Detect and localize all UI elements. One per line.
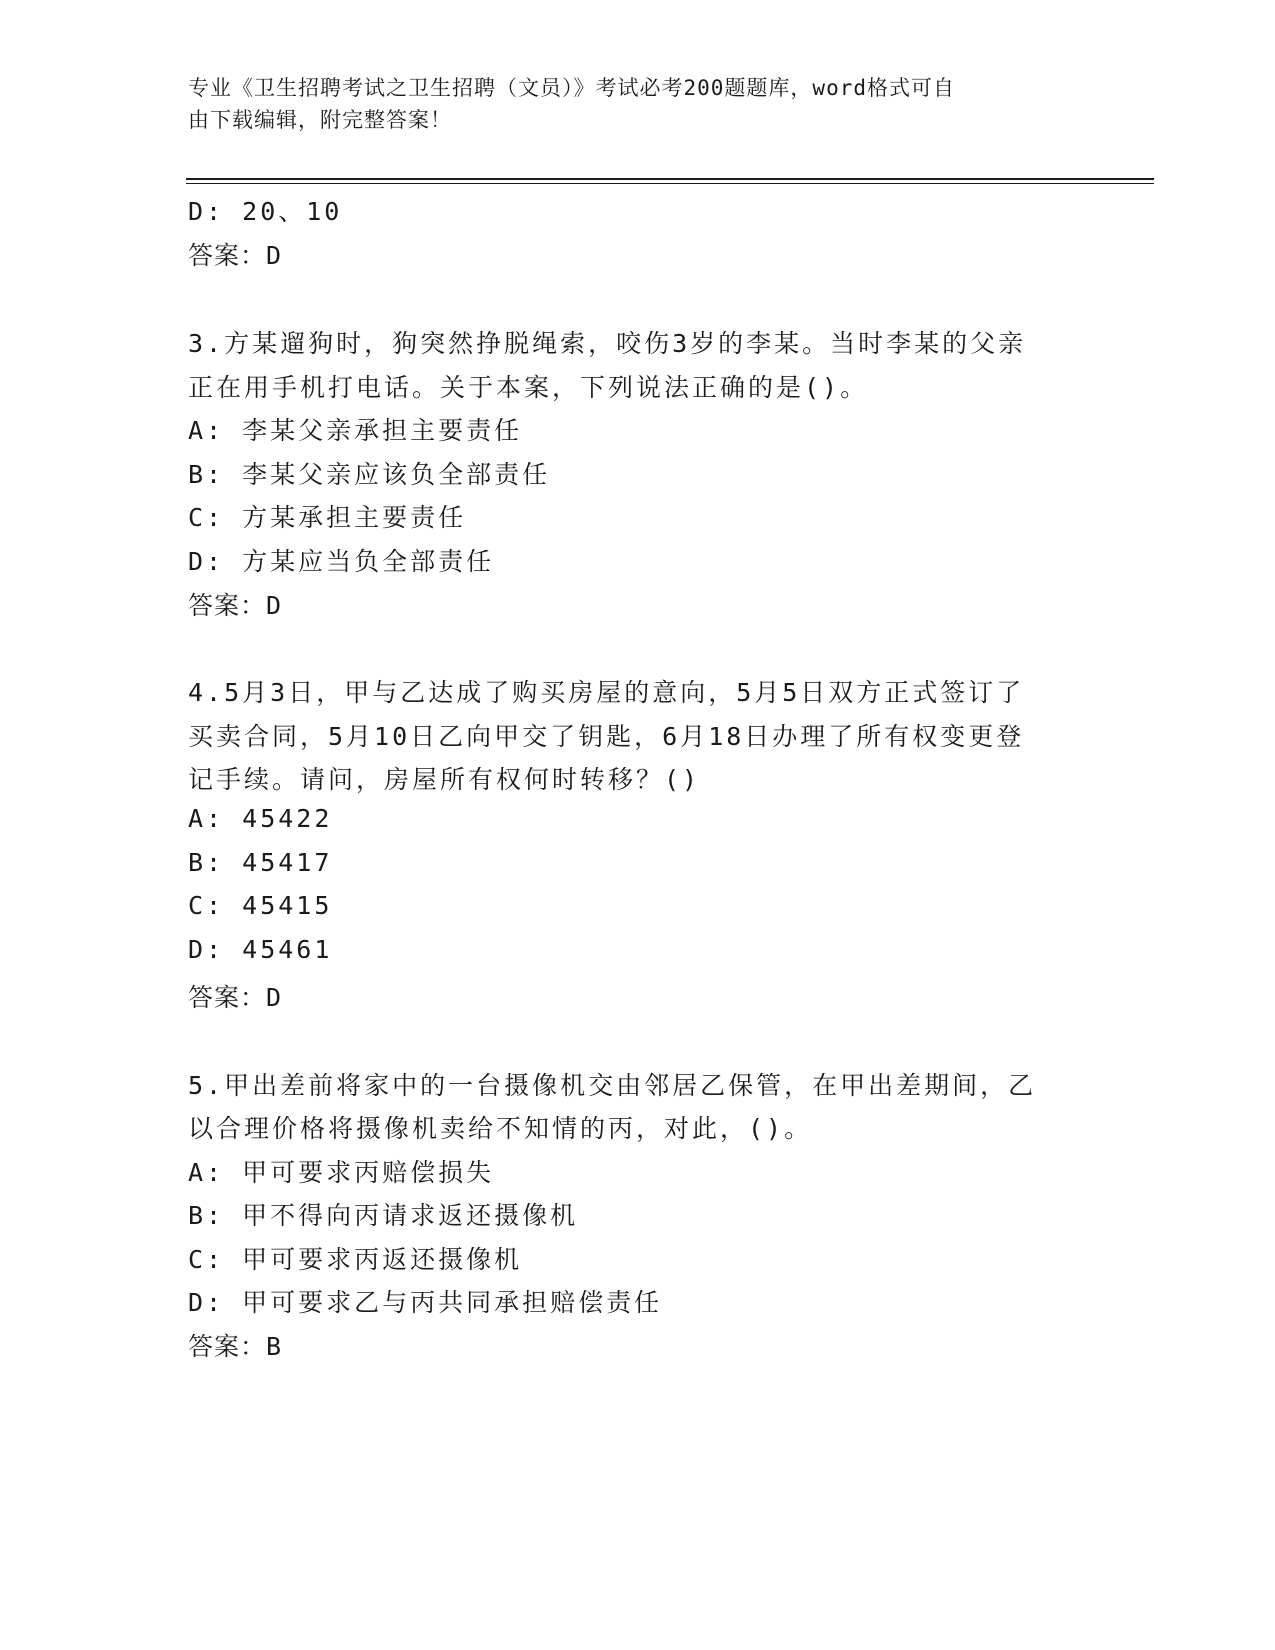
q5-option-d: D: 甲可要求乙与丙共同承担赔偿责任 <box>188 1288 663 1317</box>
q3-answer: 答案：D <box>188 591 283 620</box>
q4-option-d: D: 45461 <box>188 935 333 964</box>
q3-stem-line-1: 3.方某遛狗时，狗突然挣脱绳索，咬伤3岁的李某。当时李某的父亲 <box>188 329 1027 358</box>
q4-answer: 答案：D <box>188 983 283 1012</box>
page-header <box>188 72 1088 136</box>
q5-option-c: C: 甲可要求丙返还摄像机 <box>188 1245 523 1274</box>
q4-option-b: B: 45417 <box>188 848 333 877</box>
q2-option-d: D: 20、10 <box>188 197 343 226</box>
q5-option-a: A: 甲可要求丙赔偿损失 <box>188 1158 495 1187</box>
q3-option-d: D: 方某应当负全部责任 <box>188 547 495 576</box>
q4-stem-line-1: 4.5月3日，甲与乙达成了购买房屋的意向，5月5日双方正式签订了 <box>188 678 1025 707</box>
header-rule-thick <box>186 178 1154 180</box>
q3-option-a: A: 李某父亲承担主要责任 <box>188 416 523 445</box>
q5-stem-line-1: 5.甲出差前将家中的一台摄像机交由邻居乙保管，在甲出差期间，乙 <box>188 1071 1037 1100</box>
q5-stem-line-2: 以合理价格将摄像机卖给不知情的丙，对此，()。 <box>188 1114 813 1143</box>
header-line-1: 专业《卫生招聘考试之卫生招聘（文员）》考试必考200题题库，word格式可自 <box>188 76 955 100</box>
q4-option-c: C: 45415 <box>188 891 333 920</box>
q4-stem-line-2: 买卖合同，5月10日乙向甲交了钥匙，6月18日办理了所有权变更登 <box>188 722 1025 751</box>
q2-answer: 答案：D <box>188 241 283 270</box>
q4-stem-line-3: 记手续。请问，房屋所有权何时转移？() <box>188 765 701 794</box>
q3-stem-line-2: 正在用手机打电话。关于本案，下列说法正确的是()。 <box>188 373 869 402</box>
header-line-2: 由下载编辑，附完整答案！ <box>188 108 452 132</box>
q3-option-b: B: 李某父亲应该负全部责任 <box>188 460 551 489</box>
q5-answer: 答案：B <box>188 1332 283 1361</box>
q5-option-b: B: 甲不得向丙请求返还摄像机 <box>188 1201 579 1230</box>
header-rule-thin <box>186 183 1154 184</box>
q3-option-c: C: 方某承担主要责任 <box>188 503 467 532</box>
q4-option-a: A: 45422 <box>188 804 333 833</box>
